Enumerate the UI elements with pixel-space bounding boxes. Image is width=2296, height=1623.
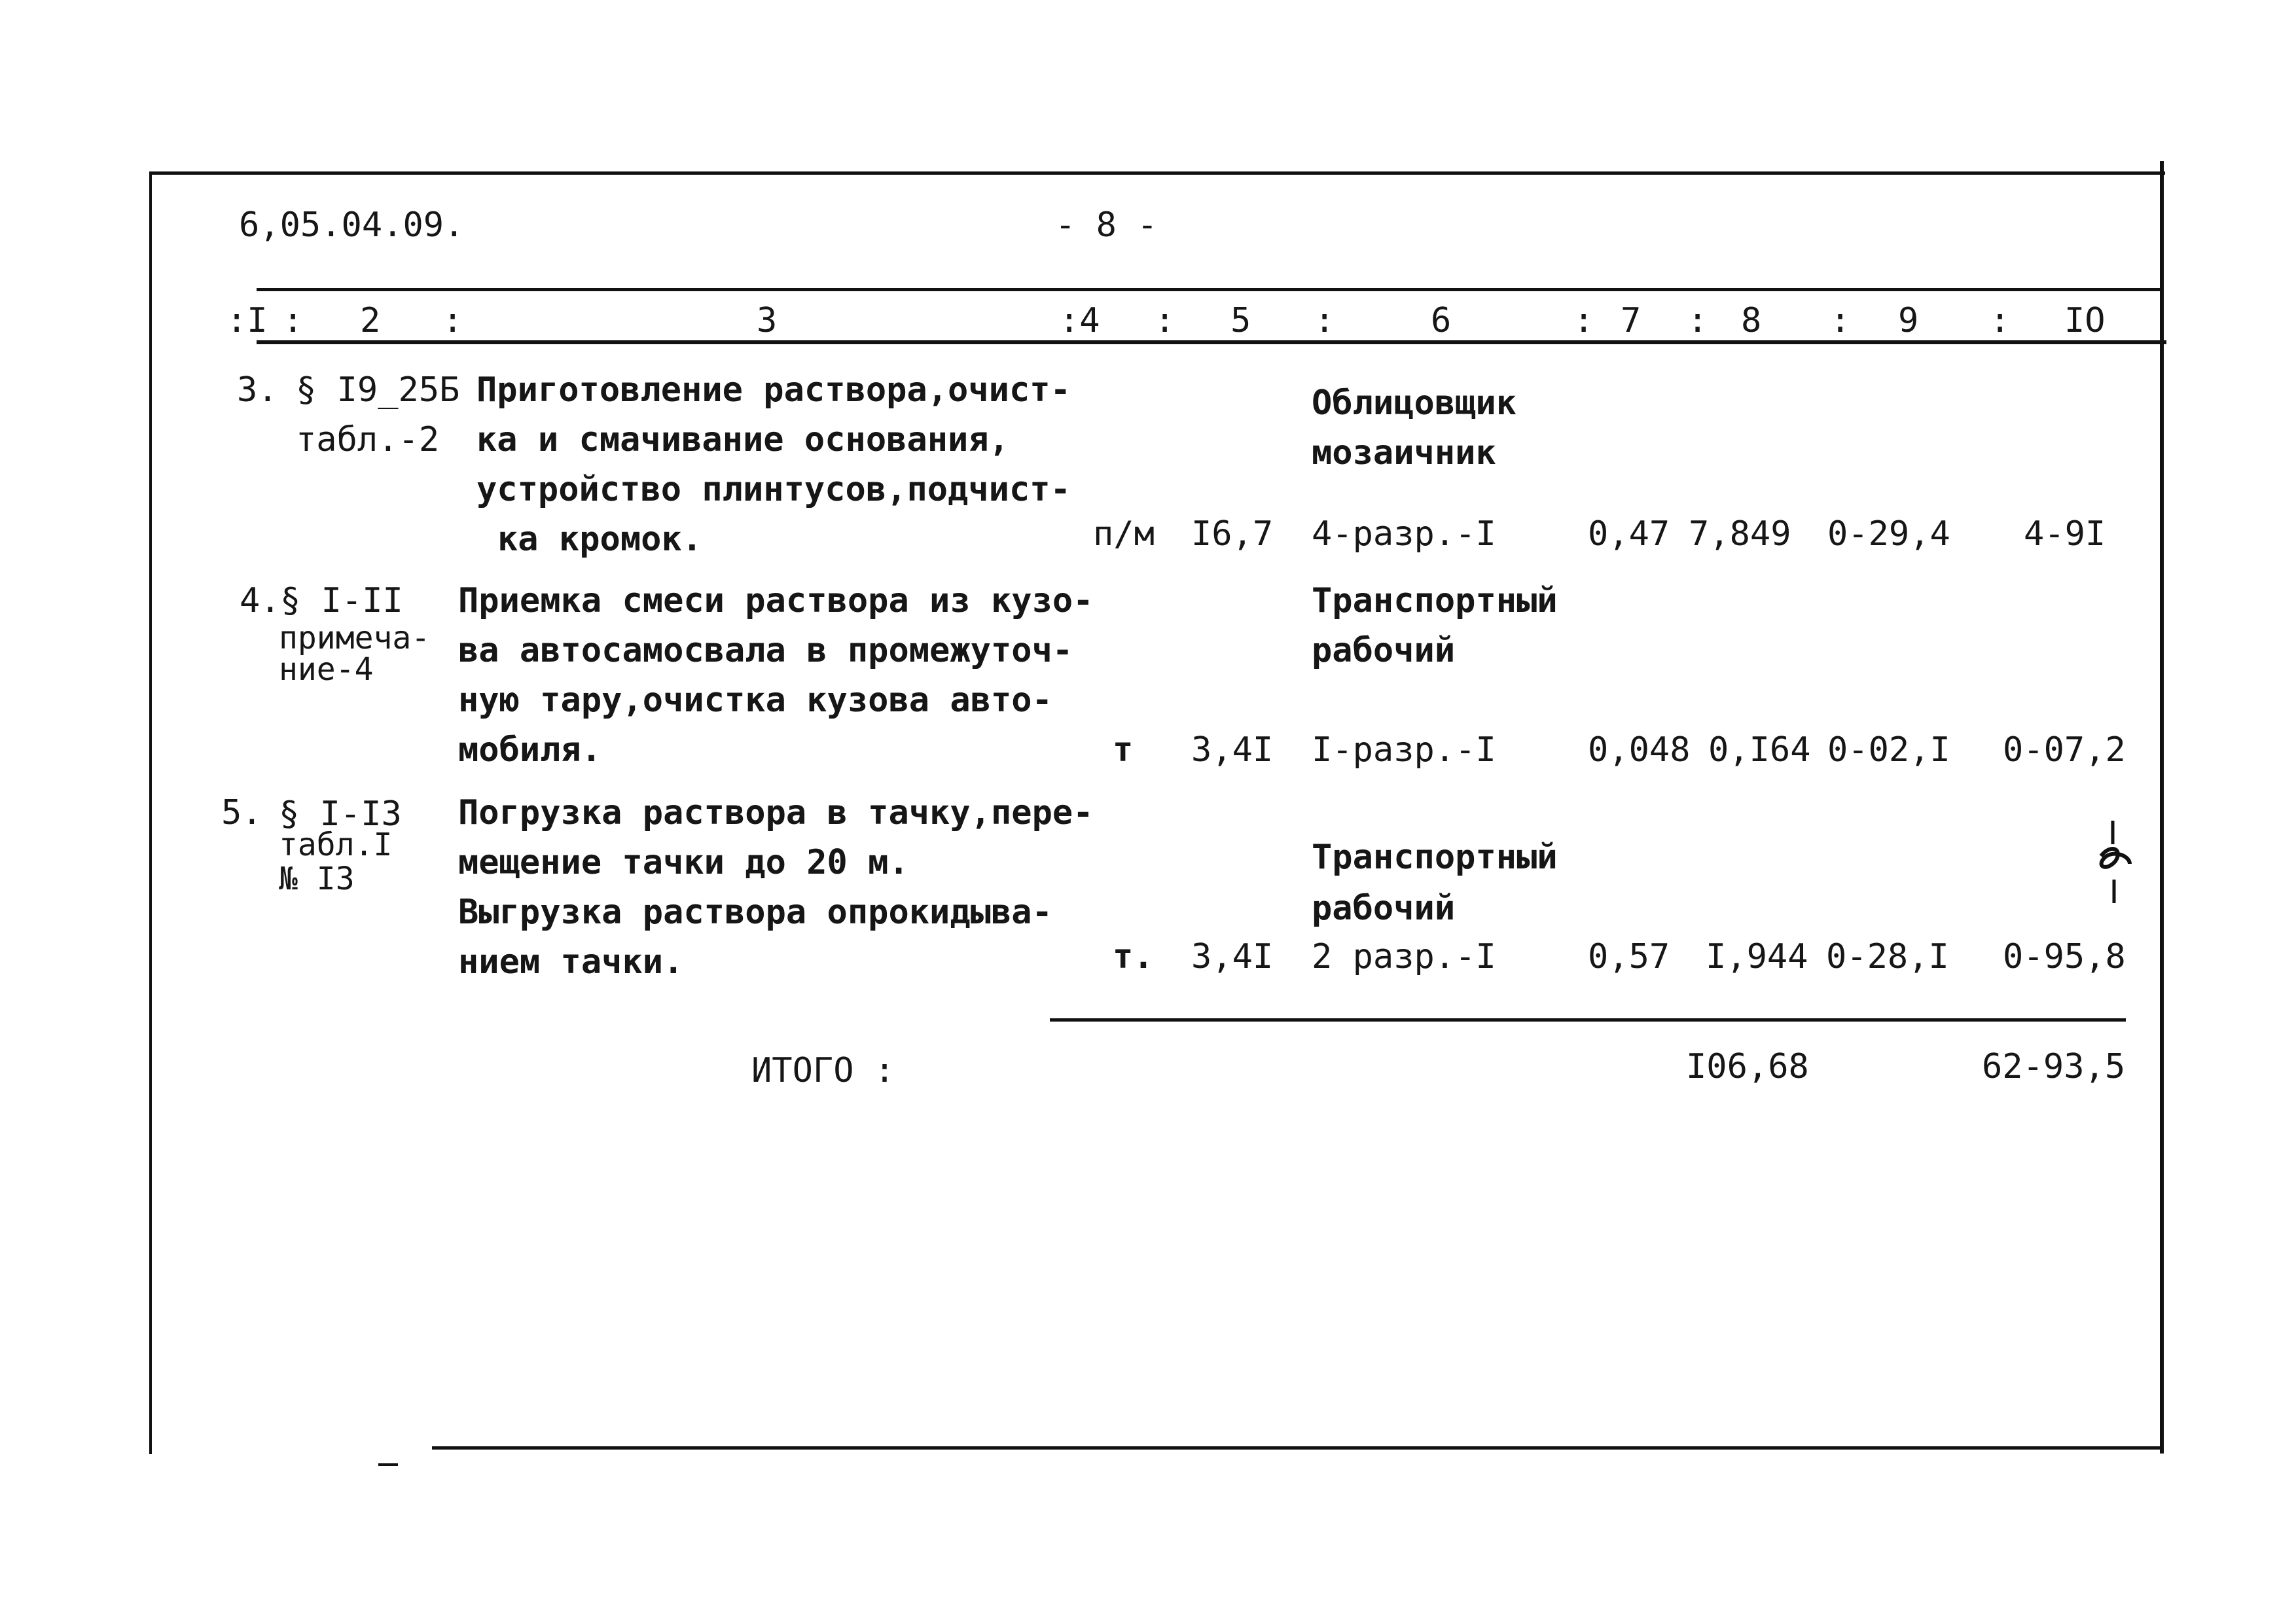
work-description: устройство плинтусов,подчист- xyxy=(476,470,1071,509)
work-description: Выгрузка раствора опрокидыва- xyxy=(458,893,1052,932)
worker-profession: Транспортный xyxy=(1312,581,1558,620)
frame-bottom-rule xyxy=(432,1446,2163,1450)
page-number: - 8 - xyxy=(1055,205,1158,245)
col-number-6: 6 xyxy=(1431,301,1452,340)
total-label: ИТОГО : xyxy=(751,1051,895,1090)
unit: п/м xyxy=(1093,514,1155,554)
col-sep: : xyxy=(1990,301,2011,340)
frame-right-rule xyxy=(2160,161,2164,1454)
quantity: I6,7 xyxy=(1191,514,1274,554)
labor-cost: 0,I64 xyxy=(1708,730,1811,770)
header-top-rule xyxy=(257,288,2162,291)
row-number: 4. xyxy=(240,581,281,620)
labor-cost: I,944 xyxy=(1706,937,1808,976)
unit: т xyxy=(1113,730,1134,770)
work-description: мобиля. xyxy=(458,730,602,770)
worker-profession: мозаичник xyxy=(1312,433,1496,473)
total-cost: 62-93,5 xyxy=(1982,1047,2126,1086)
rate: 0-29,4 xyxy=(1827,514,1950,554)
norm-reference: табл.-2 xyxy=(296,420,440,459)
work-description: ную тару,очистка кузова авто- xyxy=(458,681,1052,720)
cost: 0-07,2 xyxy=(2003,730,2126,770)
worker-profession: Облицовщик xyxy=(1312,383,1517,423)
doc-code: 6,05.04.09. xyxy=(239,205,465,245)
frame-bottom-dash xyxy=(378,1463,398,1466)
time-norm: 0,048 xyxy=(1588,730,1691,770)
quantity: 3,4I xyxy=(1191,730,1274,770)
col-sep: : xyxy=(283,301,304,340)
total-rule xyxy=(1050,1018,2126,1022)
cost: 0-95,8 xyxy=(2003,937,2126,976)
quantity: 3,4I xyxy=(1191,937,1274,976)
worker-profession: рабочий xyxy=(1312,631,1456,670)
col-sep: : xyxy=(1687,301,1708,340)
col-number-2: 2 xyxy=(360,301,381,340)
work-description: ва автосамосвала в промежуточ- xyxy=(458,631,1073,670)
col-number-9: 9 xyxy=(1898,301,1919,340)
work-description: мещение тачки до 20 м. xyxy=(458,843,909,882)
cost: 4-9I xyxy=(2024,514,2106,554)
col-sep: : xyxy=(1314,301,1335,340)
handwritten-mark xyxy=(2092,818,2138,910)
col-number-7: 7 xyxy=(1621,301,1641,340)
work-description: Приемка смеси раствора из кузо- xyxy=(458,581,1094,620)
col-number-5: 5 xyxy=(1230,301,1251,340)
row-number: 3. xyxy=(237,370,278,410)
rate: 0-02,I xyxy=(1827,730,1950,770)
frame-top-rule xyxy=(149,171,2165,175)
labor-cost: 7,849 xyxy=(1689,514,1791,554)
worker-profession: Транспортный xyxy=(1312,838,1558,877)
rate: 0-28,I xyxy=(1826,937,1949,976)
row-number: 5. xyxy=(221,793,262,832)
work-description: нием тачки. xyxy=(458,942,684,982)
header-bottom-rule xyxy=(257,340,2166,344)
norm-reference: § I9_25Б xyxy=(296,370,460,410)
norm-reference: № I3 xyxy=(279,861,355,897)
worker-grade: 4-разр.-I xyxy=(1312,514,1496,554)
norm-reference: примеча- xyxy=(279,620,431,656)
work-description: ка и смачивание основания, xyxy=(476,420,1009,459)
norm-reference: табл.I xyxy=(279,827,393,863)
work-description: Приготовление раствора,очист- xyxy=(476,370,1071,410)
norm-reference: § I-I3 xyxy=(279,794,402,834)
col-number-10: IO xyxy=(2064,301,2106,340)
work-description: Погрузка раствора в тачку,пере- xyxy=(458,793,1094,832)
col-number-3: 3 xyxy=(757,301,778,340)
col-sep: : xyxy=(1573,301,1594,340)
unit: т. xyxy=(1113,937,1154,976)
norm-reference: ние-4 xyxy=(279,651,374,688)
work-description: ка кромок. xyxy=(497,520,703,559)
worker-profession: рабочий xyxy=(1312,889,1456,928)
norm-reference: § I-II xyxy=(280,581,403,620)
col-sep: : xyxy=(442,301,463,340)
col-sep: :I xyxy=(226,301,268,340)
time-norm: 0,57 xyxy=(1588,937,1670,976)
col-sep: : xyxy=(1155,301,1175,340)
frame-left-rule xyxy=(149,171,152,1454)
col-sep: : xyxy=(1830,301,1851,340)
time-norm: 0,47 xyxy=(1588,514,1670,554)
worker-grade: 2 разр.-I xyxy=(1312,937,1496,976)
total-labor: I06,68 xyxy=(1686,1047,1809,1086)
col-number-8: 8 xyxy=(1741,301,1762,340)
col-number-4: :4 xyxy=(1059,301,1100,340)
worker-grade: I-разр.-I xyxy=(1312,730,1496,770)
